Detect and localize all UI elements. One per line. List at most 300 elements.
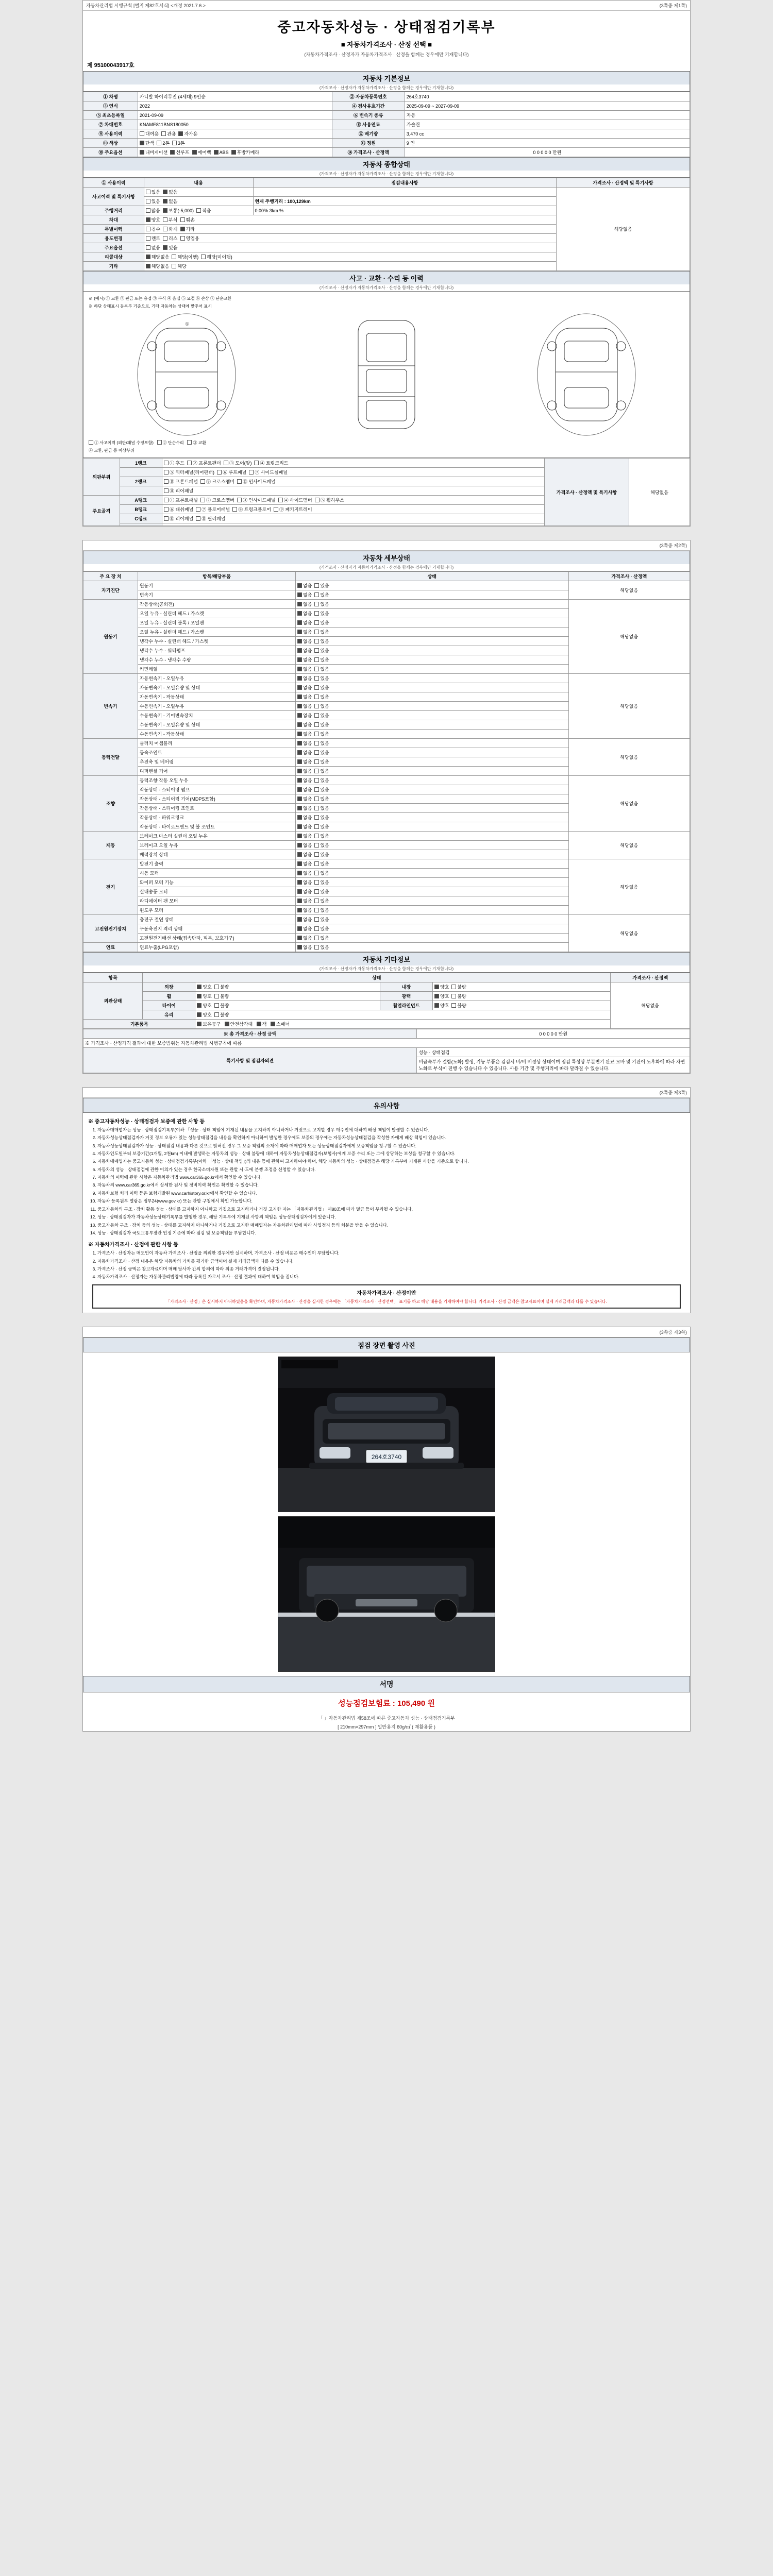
item-package-tray: ⑨ 패키지트레이 — [279, 507, 312, 512]
checkbox-trans-diag-none[interactable] — [297, 592, 302, 597]
opt-tire-good: 양호 — [203, 1003, 212, 1008]
checkbox-engine-3-yes[interactable] — [314, 630, 319, 634]
checkbox-elec-1-none[interactable] — [297, 871, 302, 875]
detail-state-trans-1 — [295, 683, 568, 692]
opt-spanner: 스패너 — [276, 1022, 290, 1027]
checkbox-rental[interactable] — [140, 131, 144, 136]
checkbox-engine-0-none[interactable] — [297, 602, 302, 606]
detail-item-engine-2: 오일 누유 - 실린더 블록 / 오일팬 — [138, 618, 295, 628]
checkbox-elec-2-none[interactable] — [297, 880, 302, 885]
others-label-polish: 광택 — [380, 992, 432, 1001]
checkbox-tire-good[interactable] — [197, 1003, 201, 1008]
detail-item-elec-3: 실내송풍 모터 — [138, 887, 295, 896]
opt-yes-s2: 있음 — [320, 796, 329, 802]
option-fire: 화재 — [169, 227, 178, 232]
option-flood: 침수 — [151, 227, 161, 232]
checkbox-color-single[interactable] — [140, 141, 144, 145]
detail-state-engine-2 — [295, 618, 568, 628]
checkbox-engine-7-none[interactable] — [297, 667, 302, 671]
opt-none-t5: 없음 — [303, 722, 312, 727]
checkbox-trans-diag-yes[interactable] — [314, 592, 319, 597]
detail-item-engine-diag: 원동기 — [138, 581, 295, 590]
checkbox-polish-good[interactable] — [434, 994, 439, 998]
col-content: 내용 — [144, 178, 253, 188]
checkbox-fuel-0-none[interactable] — [297, 945, 302, 950]
checkbox-engine-1-none[interactable] — [297, 611, 302, 616]
opt-wheel-bad: 불량 — [220, 994, 229, 999]
checkbox-engine-3-none[interactable] — [297, 630, 302, 634]
detail-state-elec-2 — [295, 878, 568, 887]
checkbox-fuel-0-yes[interactable] — [314, 945, 319, 950]
others-label-tire: 타이어 — [143, 1001, 195, 1010]
checkbox-trans-4-yes[interactable] — [314, 713, 319, 718]
opt-none-t1: 없음 — [303, 685, 312, 690]
option-register-yes: 있음 — [151, 199, 161, 204]
checkbox-frame-inside-panel[interactable] — [237, 498, 242, 502]
checkbox-trans-6-none[interactable] — [297, 732, 302, 736]
checkbox-register-yes[interactable] — [146, 199, 150, 204]
item-trunk-lid: ④ 트렁크리드 — [260, 461, 289, 466]
opt-none-t2: 없음 — [303, 694, 312, 700]
option-lease: 리스 — [169, 236, 178, 241]
opt-yes-e5: 있음 — [320, 648, 329, 653]
detail-state-steer-4 — [295, 813, 568, 822]
label-transmission: ⑥ 변속기 종류 — [332, 111, 405, 120]
checkbox-exterior-good[interactable] — [197, 985, 201, 989]
opt-none-h0: 없음 — [303, 917, 312, 922]
option-recall-none: 해당없음 — [151, 255, 170, 260]
checkbox-roof-panel[interactable] — [217, 470, 222, 474]
checkbox-power-1-none[interactable] — [297, 750, 302, 755]
checkbox-trans-5-yes[interactable] — [314, 722, 319, 727]
opt-none-x0: 없음 — [303, 861, 312, 867]
checkbox-hv-0-yes[interactable] — [314, 917, 319, 922]
opt-none-p1: 없음 — [303, 750, 312, 755]
checkbox-triangle[interactable] — [225, 1022, 229, 1026]
opt-none-f0: 없음 — [303, 945, 312, 950]
detail-item-elec-1: 시동 모터 — [138, 869, 295, 878]
checkbox-trans-0-none[interactable] — [297, 676, 302, 681]
checkbox-trans-1-none[interactable] — [297, 685, 302, 690]
label-seats: ⑬ 정원 — [332, 139, 405, 148]
detail-item-trans-3: 수동변속기 - 오일누유 — [138, 702, 295, 711]
checkbox-trans-1-yes[interactable] — [314, 685, 319, 690]
notice-item-1-6: 7. 자동차의 이력에 관한 사항은 자동차관리법 www.car365.go.kr에서 확인할 수 있습니다. — [97, 1174, 683, 1180]
checkbox-business[interactable] — [180, 236, 185, 241]
checkbox-glass-good[interactable] — [197, 1012, 201, 1017]
detail-table — [83, 571, 690, 952]
checkbox-rearcamera[interactable] — [231, 150, 236, 155]
photo-section-title: 점검 장면 촬영 사진 — [83, 1337, 690, 1352]
checkbox-trans-0-yes[interactable] — [314, 676, 319, 681]
detail-memo-highvoltage: 해당없음 — [568, 915, 690, 952]
sheet-1 — [82, 0, 691, 527]
checkbox-steer-4-yes[interactable] — [314, 815, 319, 820]
opt-none-x3: 없음 — [303, 889, 312, 894]
detail-group-selfdiag: 자기진단 — [83, 581, 138, 600]
value-displacement: 3,470 cc — [405, 129, 690, 139]
checkbox-elec-3-yes[interactable] — [314, 889, 319, 894]
opt-interior-good: 양호 — [440, 985, 449, 990]
outer-rank2b-items — [162, 486, 544, 496]
notice-item-1-3: 4. 자동차인도일부터 보증기간(1개월, 2천km) 이내에 발생하는 자동차의 성능 · 상태 불량에 대하여 자동차성능상태점검자(보험사)에게 보증 수리 또는 그에 상당하는 보상을 청구할 수 있습니다. — [97, 1150, 683, 1157]
checkbox-wheel-bad[interactable] — [214, 994, 219, 998]
checkbox-etc-yes[interactable] — [172, 264, 176, 268]
checkbox-brake-2-none[interactable] — [297, 852, 302, 857]
opt-none-e0: 없음 — [303, 602, 312, 607]
checkbox-spanner[interactable] — [271, 1022, 275, 1026]
notice-item-1-9: 10. 자동차 등록원부 열람은 정부24(www.gov.kr) 또는 관할 구청에서 확인 가능합니다. — [97, 1198, 683, 1204]
opt-none-e7: 없음 — [303, 667, 312, 672]
checkbox-wheel-house[interactable] — [315, 498, 320, 502]
row-mileage-note — [253, 197, 557, 206]
checkbox-trans-2-yes[interactable] — [314, 694, 319, 699]
checkbox-color-three[interactable] — [172, 141, 177, 145]
row-special-label: 특별이력 — [83, 225, 144, 234]
checkbox-simple-repair[interactable] — [157, 440, 162, 445]
checkbox-steer-2-yes[interactable] — [314, 796, 319, 801]
opt-none-t6: 없음 — [303, 732, 312, 737]
appraisal-disclaimer-title: 자동차가격조사 · 산정이안 — [357, 1290, 416, 1296]
condition-band: 자동차 종합상태 — [83, 157, 690, 171]
checkbox-align-good[interactable] — [434, 1003, 439, 1008]
checkbox-rear-panel[interactable] — [164, 516, 169, 521]
option-special-etc: 기타 — [186, 227, 195, 232]
sheet-3 — [82, 1087, 691, 1313]
option-accident-no: 없음 — [169, 190, 178, 195]
option-accident-yes: 있음 — [151, 190, 161, 195]
notice-item-2-2: 13. 중고자동차 구조 · 장치 등의 성능 · 상태를 고지하지 아니하거나 거짓으로 고지한 매매업자는 자동차관리법에 따라 사업정지 등의 처분을 받을 수 있습니다. — [97, 1222, 683, 1228]
opt-polish-good: 양호 — [440, 994, 449, 999]
checkbox-etc-none[interactable] — [146, 264, 150, 268]
checkbox-glass-bad[interactable] — [214, 1012, 219, 1017]
checkbox-exterior-bad[interactable] — [214, 985, 219, 989]
notice-item-1-5: 6. 자동차의 성능 · 상태점검에 관한 이의가 있는 경우 한국소비자원 또는 관할 시·도에 분쟁 조정을 신청할 수 있습니다. — [97, 1166, 683, 1173]
checkbox-airbag[interactable] — [192, 150, 197, 155]
checkbox-elec-2-yes[interactable] — [314, 880, 319, 885]
checkbox-side-member[interactable] — [278, 498, 283, 502]
checkbox-pillar-panel[interactable] — [196, 516, 200, 521]
detail-state-power-1 — [295, 748, 568, 757]
row-mileage-opts — [144, 206, 253, 215]
checkbox-package-tray[interactable] — [274, 507, 278, 512]
checkbox-dash-panel[interactable] — [164, 507, 169, 512]
accident-memo-header: 가격조사 · 산정액 및 특기사항 — [544, 459, 629, 526]
label-inspection-period: ④ 검사유효기간 — [332, 101, 405, 111]
label-year: ③ 연식 — [83, 101, 138, 111]
checkbox-trunk-lid[interactable] — [254, 461, 259, 465]
checkbox-brake-0-yes[interactable] — [314, 834, 319, 838]
notice-title: 유의사항 — [83, 1098, 690, 1113]
checkbox-engine-2-none[interactable] — [297, 620, 302, 625]
option-sunroof: 선루프 — [176, 150, 190, 155]
checkbox-steer-2-none[interactable] — [297, 796, 302, 801]
opt-yes-2: 있음 — [320, 592, 329, 598]
detail-state-steer-2 — [295, 794, 568, 804]
checkbox-fire[interactable] — [163, 227, 167, 231]
detail-state-hv-0 — [295, 915, 568, 924]
checkbox-trunk-floor[interactable] — [232, 507, 237, 512]
item-rear-panel-outer: ⑪ 리어패널 — [169, 488, 194, 494]
rank-c: C랭크 — [120, 514, 162, 523]
checkbox-wheel-good[interactable] — [197, 994, 201, 998]
checkbox-trans-3-none[interactable] — [297, 704, 302, 708]
checkbox-frame-damage[interactable] — [180, 217, 185, 222]
checkbox-inside-panel[interactable] — [237, 479, 242, 484]
sheet3-topline — [83, 1088, 690, 1098]
checkbox-brake-0-none[interactable] — [297, 834, 302, 838]
detail-state-steer-0 — [295, 776, 568, 785]
option-register-no: 없음 — [169, 199, 178, 204]
checkbox-recall-none[interactable] — [146, 255, 150, 259]
front-photo-image — [278, 1357, 495, 1512]
checkbox-hood[interactable] — [164, 461, 169, 465]
footer-line-1: 「 」자동차관리법 제58조에 따른 중고자동차 성능 · 상태점검기록부 — [318, 1715, 455, 1721]
checkbox-elec-0-yes[interactable] — [314, 861, 319, 866]
fee-value: 105,490 원 — [397, 1699, 435, 1708]
checkbox-engine-7-yes[interactable] — [314, 667, 319, 671]
col-main-device: 주 요 장 치 — [83, 572, 138, 581]
checkbox-cross-member[interactable] — [200, 479, 205, 484]
basic-info-table — [83, 92, 690, 157]
checkbox-elec-0-none[interactable] — [297, 861, 302, 866]
checkbox-lease[interactable] — [163, 236, 167, 241]
checkbox-power-2-yes[interactable] — [314, 759, 319, 764]
checkbox-jack[interactable] — [257, 1022, 261, 1026]
checkbox-engine-diag-none[interactable] — [297, 583, 302, 588]
checkbox-steer-4-none[interactable] — [297, 815, 302, 820]
checkbox-engine-5-none[interactable] — [297, 648, 302, 653]
sheet3-page: (3쪽중 제3쪽) — [659, 1090, 687, 1095]
checkbox-trans-5-none[interactable] — [297, 722, 302, 727]
opt-none-e1: 없음 — [303, 611, 312, 616]
checkbox-trans-6-yes[interactable] — [314, 732, 319, 736]
checkbox-brake-1-yes[interactable] — [314, 843, 319, 848]
checkbox-side-sill[interactable] — [249, 470, 254, 474]
checkbox-mainoption-yes[interactable] — [163, 245, 167, 250]
document-header — [83, 11, 690, 59]
checkbox-engine-4-none[interactable] — [297, 639, 302, 643]
detail-group-fuel: 연료 — [83, 943, 138, 952]
checkbox-elec-5-yes[interactable] — [314, 908, 319, 912]
value-color — [138, 139, 332, 148]
checkbox-power-1-yes[interactable] — [314, 750, 319, 755]
checkbox-frame-front-panel[interactable] — [164, 498, 169, 502]
underbody-photo — [278, 1516, 495, 1672]
checkbox-power-3-yes[interactable] — [314, 769, 319, 773]
checkbox-elec-4-none[interactable] — [297, 899, 302, 903]
opt-none-x2: 없음 — [303, 880, 312, 885]
checkbox-power-0-yes[interactable] — [314, 741, 319, 745]
frame-c-items — [162, 514, 544, 523]
checkbox-rear-panel-outer[interactable] — [164, 488, 169, 493]
checkbox-sunroof[interactable] — [170, 150, 175, 155]
checkbox-recall-pending[interactable] — [201, 255, 206, 259]
checkbox-accident-repair[interactable] — [89, 440, 93, 445]
checkbox-power-0-none[interactable] — [297, 741, 302, 745]
option-mileage-high: 많음 — [151, 208, 161, 213]
checkbox-front-fender[interactable] — [187, 461, 192, 465]
value-vin: KNAME811BNS180050 — [138, 120, 332, 129]
checkbox-hv-2-yes[interactable] — [314, 936, 319, 940]
item-inside-panel: ⑩ 인사이드패널 — [242, 479, 276, 484]
footer-line-2: [ 210mm×297mm ] 일반용지 60g/㎡ ( 재활용품 ) — [338, 1724, 435, 1730]
checkbox-interior-bad[interactable] — [451, 985, 456, 989]
checkbox-steer-1-yes[interactable] — [314, 787, 319, 792]
checkbox-engine-0-yes[interactable] — [314, 602, 319, 606]
checkbox-steer-5-none[interactable] — [297, 824, 302, 829]
checkbox-align-bad[interactable] — [451, 1003, 456, 1008]
checkbox-steer-3-yes[interactable] — [314, 806, 319, 810]
checkbox-engine-6-none[interactable] — [297, 657, 302, 662]
checkbox-door-front[interactable] — [224, 461, 228, 465]
option-frame-damage: 훼손 — [186, 217, 195, 223]
detail-state-brake-1 — [295, 841, 568, 850]
option-color-single: 단색 — [145, 141, 155, 146]
label-vin: ⑦ 차대번호 — [83, 120, 138, 129]
opt-none-b2: 없음 — [303, 852, 312, 857]
checkbox-hv-0-none[interactable] — [297, 917, 302, 922]
opt-yes-t3: 있음 — [320, 704, 329, 709]
accident-parts-table — [83, 458, 690, 526]
detail-state-steer-1 — [295, 785, 568, 794]
checkbox-tools[interactable] — [197, 1022, 201, 1026]
detail-state-engine-5 — [295, 646, 568, 655]
checkbox-mainoption-no[interactable] — [146, 245, 150, 250]
checkbox-color-two[interactable] — [157, 141, 161, 145]
checkbox-navigation[interactable] — [140, 150, 144, 155]
detail-group-highvoltage: 고전원전기장치 — [83, 915, 138, 943]
opt-tire-bad: 불량 — [220, 1003, 229, 1008]
row-special-opts — [144, 225, 556, 234]
detail-state-trans-4 — [295, 711, 568, 720]
checkbox-elec-1-yes[interactable] — [314, 871, 319, 875]
opt-exterior-bad: 불량 — [220, 985, 229, 990]
item-trunk-floor: ⑧ 트렁크플로어 — [238, 507, 271, 512]
opt-none-h1: 없음 — [303, 926, 312, 931]
checkbox-engine-diag-yes[interactable] — [314, 583, 319, 588]
checkbox-interior-good[interactable] — [434, 985, 439, 989]
opt-yes-t2: 있음 — [320, 694, 329, 700]
row-etc-opts — [144, 262, 556, 271]
others-memo: 해당없음 — [611, 982, 690, 1029]
detail-item-brake-0: 브레이크 마스터 실린더 오일 누유 — [138, 832, 295, 841]
checkbox-elec-4-yes[interactable] — [314, 899, 319, 903]
checkbox-brake-1-none[interactable] — [297, 843, 302, 848]
checkbox-engine-4-yes[interactable] — [314, 639, 319, 643]
checkbox-recall-done[interactable] — [172, 255, 176, 259]
accident-memo: 해당없음 — [629, 459, 690, 526]
checkbox-steer-0-none[interactable] — [297, 778, 302, 783]
notice-item-1-7: 8. 자동차의 www.car365.go.kr에서 상세한 검사 및 정비이력 확인은 확인할 수 있습니다. — [97, 1182, 683, 1188]
checkbox-trans-4-none[interactable] — [297, 713, 302, 718]
option-abs: ABS — [219, 150, 229, 155]
checkbox-exchange[interactable] — [187, 440, 192, 445]
checkbox-front-panel[interactable] — [164, 479, 169, 484]
checkbox-steer-0-yes[interactable] — [314, 778, 319, 783]
checkbox-mileage-normal[interactable] — [163, 208, 167, 213]
checkbox-hv-1-yes[interactable] — [314, 926, 319, 931]
checkbox-elec-5-none[interactable] — [297, 908, 302, 912]
checkbox-abs[interactable] — [214, 150, 219, 155]
detail-item-engine-6: 냉각수 누수 - 냉각수 수량 — [138, 655, 295, 665]
checkbox-engine-1-yes[interactable] — [314, 611, 319, 616]
checkbox-frame-good[interactable] — [146, 217, 150, 222]
col-detail-memo: 가격조사 · 산정액 — [568, 572, 690, 581]
detail-state-hv-2 — [295, 934, 568, 943]
checkbox-power-3-none[interactable] — [297, 769, 302, 773]
checkbox-brake-2-yes[interactable] — [314, 852, 319, 857]
others-note: (가격조사 · 산정자가 자동차가격조사 · 산정을 함께는 경우에만 기재합니다) — [83, 965, 690, 973]
value-year: 2022 — [138, 101, 332, 111]
checkbox-rent[interactable] — [146, 236, 150, 241]
checkbox-mileage-high[interactable] — [146, 208, 150, 213]
checkbox-engine-6-yes[interactable] — [314, 657, 319, 662]
checkbox-register-no[interactable] — [163, 199, 167, 204]
opt-none-2: 없음 — [303, 592, 312, 598]
option-recall-pending: 해당(미이행) — [207, 255, 232, 260]
item-roof-panel: ⑥ 루프패널 — [223, 470, 247, 475]
frame-b-items — [162, 505, 544, 514]
opt-none-p3: 없음 — [303, 769, 312, 774]
checkbox-private[interactable] — [178, 131, 183, 136]
detail-group-brake: 제동 — [83, 832, 138, 859]
label-usage-history: ⑨ 사용이력 — [83, 129, 138, 139]
checkbox-steer-1-none[interactable] — [297, 787, 302, 792]
detail-item-steer-1: 작동상태 - 스티어링 펌프 — [138, 785, 295, 794]
checkbox-hv-2-none[interactable] — [297, 936, 302, 940]
checkbox-special-etc[interactable] — [180, 227, 185, 231]
opt-none-s1: 없음 — [303, 787, 312, 792]
notice-item-2-0: 11. 중고자동차의 구조 · 장치 활동 성능 · 상태를 고지하지 아니하고 거짓으로 고지하거나 거짓 고지한 자는 「자동차관리법」 제80조에 따라 벌금 등이 부과될 수 있습니다. — [97, 1206, 683, 1212]
warranty-left: 성능 · 상태점검 — [417, 1048, 690, 1057]
checkbox-hv-1-none[interactable] — [297, 926, 302, 931]
checkbox-polish-bad[interactable] — [451, 994, 456, 998]
checkbox-mileage-low[interactable] — [196, 208, 201, 213]
checkbox-flood[interactable] — [146, 227, 150, 231]
checkbox-floor-panel[interactable] — [196, 507, 200, 512]
checkbox-steer-3-none[interactable] — [297, 806, 302, 810]
checkbox-frame-rust[interactable] — [163, 217, 167, 222]
checkbox-elec-3-none[interactable] — [297, 889, 302, 894]
opt-yes-e6: 있음 — [320, 657, 329, 663]
checkbox-power-2-none[interactable] — [297, 759, 302, 764]
option-exchange: ③ 교환 — [193, 440, 207, 445]
checkbox-tire-bad[interactable] — [214, 1003, 219, 1008]
opt-yes-x1: 있음 — [320, 871, 329, 876]
checkbox-steer-5-yes[interactable] — [314, 824, 319, 829]
checkbox-quarter-panel[interactable] — [164, 470, 169, 474]
checkbox-frame-cross-member[interactable] — [200, 498, 205, 502]
checkbox-accident-yes[interactable] — [146, 190, 150, 194]
checkbox-engine-5-yes[interactable] — [314, 648, 319, 653]
label-platenumber: ② 자동차등록번호 — [332, 92, 405, 101]
total-price-label: ※ 총 가격조사 · 산정 금액 — [83, 1029, 417, 1039]
opt-yes-p0: 있음 — [320, 741, 329, 746]
checkbox-trans-2-none[interactable] — [297, 694, 302, 699]
checkbox-accident-no[interactable] — [163, 190, 167, 194]
checkbox-government[interactable] — [161, 131, 166, 136]
others-label-align: 휠얼라인먼트 — [380, 1001, 432, 1010]
frame-blank-items — [162, 523, 544, 526]
opt-none-s5: 없음 — [303, 824, 312, 829]
checkbox-engine-2-yes[interactable] — [314, 620, 319, 625]
detail-state-steer-5 — [295, 822, 568, 832]
checkbox-trans-3-yes[interactable] — [314, 704, 319, 708]
opt-align-good: 양호 — [440, 1003, 449, 1008]
detail-item-trans-diag: 변속기 — [138, 590, 295, 600]
warranty-text: 비금속부가 결함(노화) 발생, 기능 부품은 검검시 비/비 비정상 상태이며 점검 특성상 부분변기 완료 모바 및 기판이 노후화에 따라 자연노화로 부식이 진행 수 있습니다 수 있음니다. 사용 기간 및 주행거리에 따라 달라질 수 있습니다. — [417, 1057, 690, 1073]
